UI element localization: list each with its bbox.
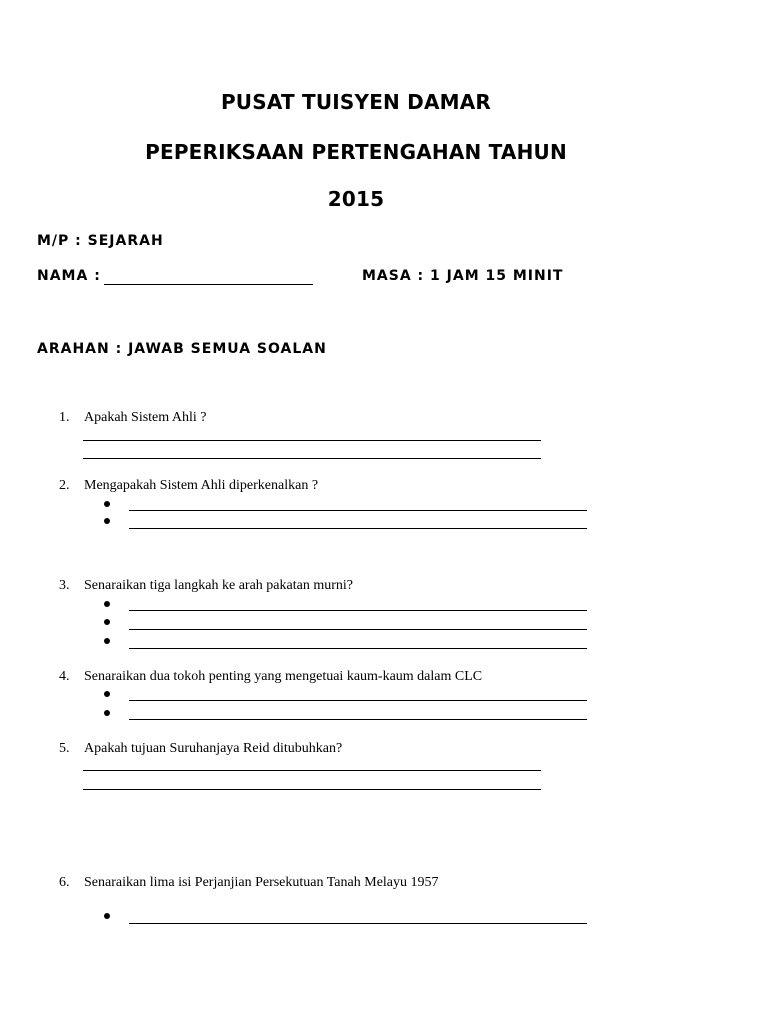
school-title: PUSAT TUISYEN DAMAR <box>220 90 492 114</box>
answer-line <box>83 440 541 441</box>
bullet-icon <box>104 913 110 919</box>
bullet-icon <box>104 619 110 625</box>
bullet-icon <box>104 601 110 607</box>
answer-line <box>129 923 587 924</box>
answer-line <box>83 458 541 459</box>
answer-line <box>129 610 587 611</box>
bullet-icon <box>104 691 110 697</box>
question-text: Apakah tujuan Suruhanjaya Reid ditubuhkan? <box>84 741 343 756</box>
answer-line <box>129 629 587 630</box>
question-text: Senaraikan tiga langkah ke arah pakatan murni? <box>84 578 353 593</box>
question-number: 2. <box>59 478 70 493</box>
answer-line <box>129 700 587 701</box>
answer-line <box>83 789 541 790</box>
question-number: 1. <box>59 410 70 425</box>
bullet-icon <box>104 710 110 716</box>
question-text: Senaraikan lima isi Perjanjian Persekutuan Tanah Melayu 1957 <box>84 875 439 890</box>
bullet-icon <box>104 518 110 524</box>
name-answer-line <box>104 284 313 285</box>
answer-line <box>129 510 587 511</box>
question-text: Senaraikan dua tokoh penting yang mengetuai kaum-kaum dalam CLC <box>84 669 483 684</box>
bullet-icon <box>104 501 110 507</box>
instruction-label: ARAHAN : JAWAB SEMUA SOALAN <box>37 341 327 357</box>
answer-line <box>129 719 587 720</box>
answer-line <box>83 770 541 771</box>
exam-year: 2015 <box>327 187 385 211</box>
question-number: 4. <box>59 669 70 684</box>
question-text: Mengapakah Sistem Ahli diperkenalkan ? <box>84 478 319 493</box>
name-label: NAMA : <box>37 268 101 284</box>
question-number: 6. <box>59 875 70 890</box>
time-label: MASA : 1 JAM 15 MINIT <box>362 268 564 284</box>
exam-title: PEPERIKSAAN PERTENGAHAN TAHUN <box>145 140 567 164</box>
subject-label: M/P : SEJARAH <box>37 233 164 249</box>
question-number: 3. <box>59 578 70 593</box>
question-number: 5. <box>59 741 70 756</box>
answer-line <box>129 648 587 649</box>
answer-line <box>129 528 587 529</box>
question-text: Apakah Sistem Ahli ? <box>84 410 207 425</box>
bullet-icon <box>104 638 110 644</box>
